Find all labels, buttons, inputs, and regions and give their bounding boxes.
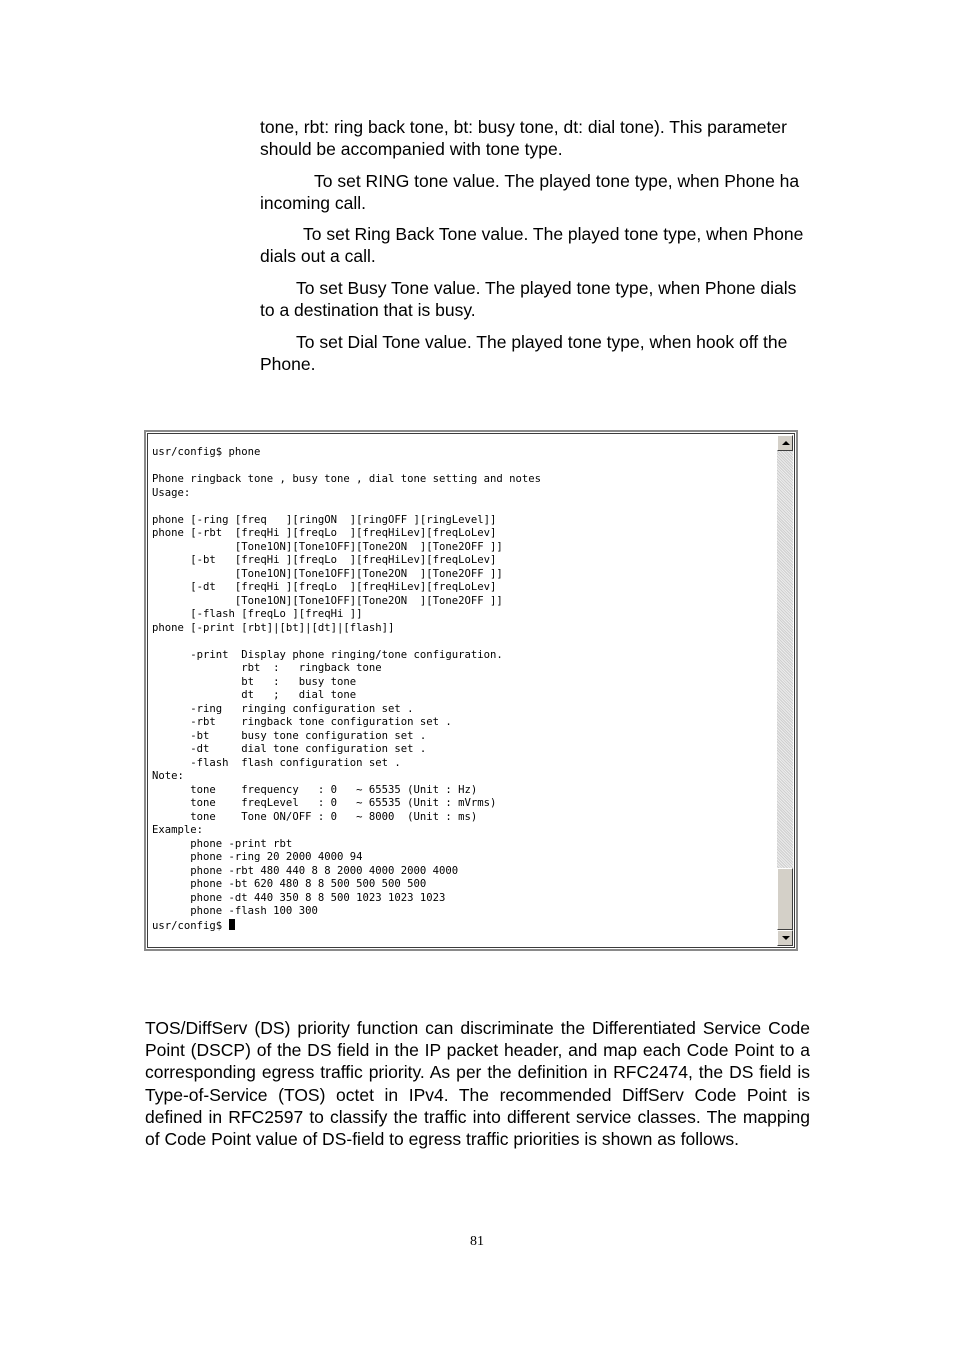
intro-tone-types: tone, rbt: ring back tone, bt: busy tone, dt: dial tone). This parameter should be accompanied with tone type. xyxy=(260,117,787,159)
terminal-text: usr/config$ phone Phone ringback tone , busy tone , dial tone setting and notes Usage: phone [-ring [freq ][ringON ][ringOFF ][ringLevel]] phone [-rbt [freqHi ][freqLo ][freqHiLev][freqLoLev] [Tone1ON][Tone1OFF][Tone2ON ][Tone2OFF ]] [-bt [freqHi ][freqLo ][freqHiLev][freqLoLev] [Tone1ON][Tone1OFF][Tone2ON ][Tone2OFF ]] [-dt [freqHi ][freqLo ][freqHiLev][freqLoLev] [Tone1ON][Tone1OFF][Tone2ON ][Tone2OFF ]] [-flash [freqLo ][freqHi ]] phone [-print [rbt]|[bt]|[dt]|[flash]] -print Display phone ringing/tone configuration. rbt : ringback tone bt : busy tone dt ; dial tone -ring ringing configuration set . -rbt ringback tone configuration set . -bt busy tone configuration set . -dt dial tone configuration set . -flash flash configuration set . Note: tone frequency : 0 ~ 65535 (Unit : Hz) tone freqLevel : 0 ~ 65535 (Unit : mVrms) tone Tone ON/OFF : 0 ~ 8000 (Unit : ms) Example: phone -print rbt phone -ring 20 2000 4000 94 phone -rbt 480 440 8 8 2000 4000 2000 4000 phone -bt 620 480 8 8 500 500 500 500 phone -dt 440 350 8 8 500 1023 1023 1023 phone -flash 100 300 xyxy=(152,446,542,917)
ring-description: To set RING tone value. The played tone type, when Phone ha incoming call. xyxy=(260,171,800,213)
terminal-output xyxy=(152,446,782,933)
terminal-cursor xyxy=(229,919,235,930)
scroll-up-button[interactable] xyxy=(777,435,793,451)
arrow-down-icon xyxy=(782,936,790,940)
page-number: 81 xyxy=(470,1234,484,1249)
vertical-scrollbar[interactable] xyxy=(777,435,793,946)
arrow-up-icon xyxy=(782,441,790,445)
bt-description: To set Busy Tone value. The played tone type, when Phone dials to a destination that is busy. xyxy=(260,278,797,320)
terminal-viewport xyxy=(147,433,795,948)
terminal-screenshot xyxy=(144,430,798,951)
tos-diffserv-paragraph: TOS/DiffServ (DS) priority function can discriminate the Differentiated Service Code Point (DSCP) of the DS field in the IP packet header, and map each Code Point to a corresponding egress traffic priority. As per the definition in RFC2474, the DS field is Type-of-Service (TOS) octet in IPv4. The recommended DiffServ Code Point is defined in RFC2597 to classify the traffic into different service classes. The mapping of Code Point value of DS-field to egress traffic priorities is shown as follows. xyxy=(145,1018,810,1150)
dt-description: To set Dial Tone value. The played tone type, when hook off the Phone. xyxy=(260,332,788,374)
scroll-down-button[interactable] xyxy=(777,930,793,946)
scroll-thumb[interactable] xyxy=(777,868,793,930)
terminal-prompt: usr/config$ xyxy=(152,919,229,932)
rbt-description: To set Ring Back Tone value. The played tone type, when Phone dials out a call. xyxy=(260,224,804,266)
